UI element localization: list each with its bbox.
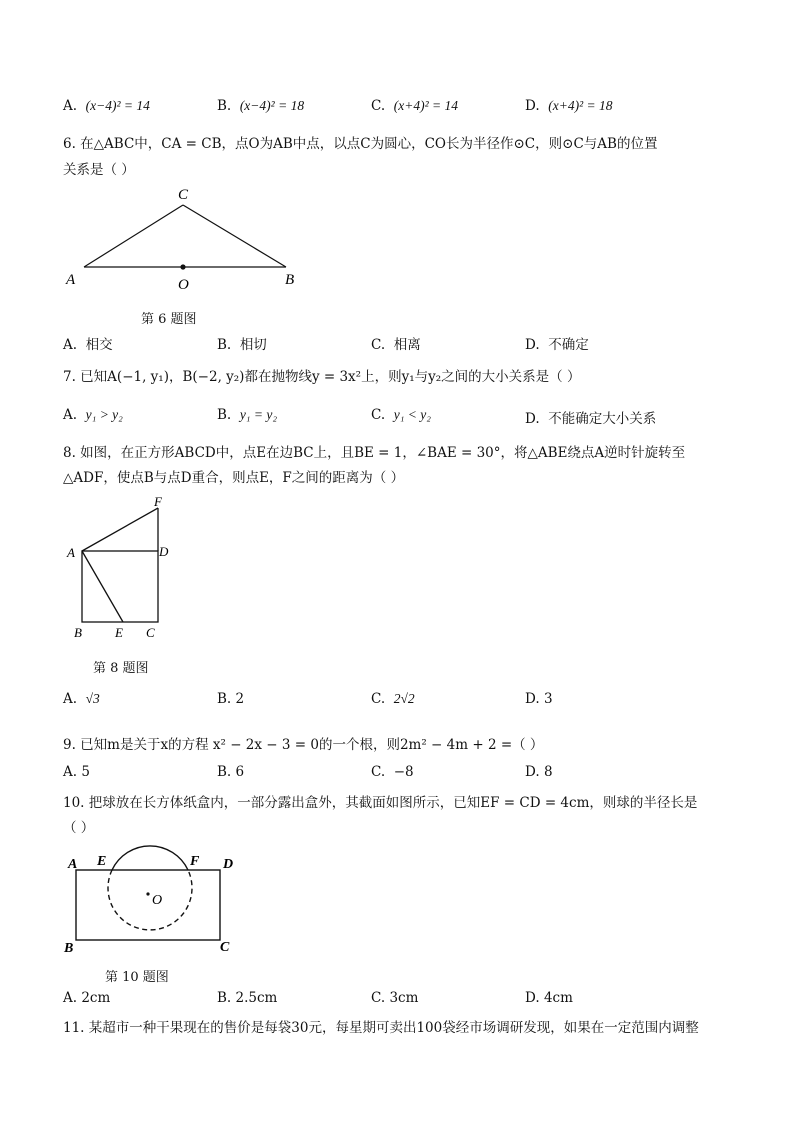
q10-figure (60, 840, 250, 960)
q8-option-c: C. 2√2 (371, 691, 415, 707)
q6-figure (60, 183, 310, 293)
q7-stem-line1: 7. 已知A(−1, y₁)，B(−2, y₂)都在抛物线y = 3x²上，则y₁与y₂之间的大小关系是（ ） (63, 369, 581, 385)
q8-stem-line1: 8. 如图，在正方形ABCD中，点E在边BC上，且BE = 1，∠BAE = 30°，将△ABE绕点A逆时针旋转至 (63, 445, 686, 461)
q8-figure (60, 495, 190, 645)
q10-label-e: E (97, 854, 107, 869)
q8-label-a: A (67, 545, 75, 560)
q10-stem-line1: 10. 把球放在长方体纸盒内，一部分露出盒外，其截面如图所示，已知EF = CD = 4cm，则球的半径长是 (63, 795, 698, 811)
q10-label-a: A (68, 857, 78, 872)
q6-option-d: D. 不确定 (525, 337, 589, 353)
q9-options (0, 764, 794, 784)
q6-label-b: B (285, 272, 295, 288)
q6-label-a: A (66, 272, 76, 288)
q10-options (0, 990, 794, 1010)
q8-segment-af (82, 508, 158, 551)
q6-stem-line1: 6. 在△ABC中，CA = CB，点O为AB中点，以点C为圆心，CO长为半径作⊙C，则⊙C与AB的位置 (63, 136, 658, 152)
q10-label-f: F (190, 854, 200, 869)
q8-option-a: A. √3 (63, 691, 100, 707)
q6-option-c: C. 相离 (371, 337, 421, 353)
q8-label-d: D (159, 544, 169, 559)
q7-options (0, 407, 794, 427)
q9-option-b: B. 6 (217, 764, 245, 780)
q6-segment-cb (183, 205, 286, 267)
q8-segment-ae (82, 551, 123, 622)
q9-option-d: D. 8 (525, 764, 553, 780)
q6-figure-caption: 第 6 题图 (141, 312, 197, 327)
q5-option-a: A. (x−4)² = 14 (63, 98, 150, 114)
q9-option-c: C. −8 (371, 764, 414, 780)
q6-label-o: O (178, 277, 189, 293)
q10-figure-caption: 第 10 题图 (105, 970, 169, 985)
q6-point-o (180, 264, 185, 269)
q8-label-c: C (146, 625, 155, 640)
q10-label-c: C (220, 940, 230, 955)
q10-circle-arc-inside (108, 870, 192, 930)
q10-option-c: C. 3cm (371, 990, 419, 1006)
q8-options (0, 691, 794, 711)
q10-circle-arc-above (112, 846, 188, 870)
q10-center-point (146, 892, 149, 895)
q9-option-a: A. 5 (63, 764, 90, 780)
q8-option-d: D. 3 (525, 691, 553, 707)
q10-stem-line2: （ ） (63, 820, 95, 836)
q6-stem-line2: 关系是（ ） (63, 162, 135, 178)
q5-option-b: B. (x−4)² = 18 (217, 98, 305, 114)
q10-option-d: D. 4cm (525, 990, 573, 1006)
q8-stem-line2: △ADF，使点B与点D重合，则点E，F之间的距离为（ ） (63, 470, 405, 486)
q5-options (0, 98, 794, 118)
q5-option-c: C. (x+4)² = 14 (371, 98, 458, 114)
q6-segment-ac (84, 205, 183, 267)
q7-option-a: A. y₁ > y₂ (63, 407, 123, 423)
q7-option-c: C. y₁ < y₂ (371, 407, 431, 423)
q10-label-b: B (64, 941, 74, 956)
q6-label-c: C (178, 187, 189, 203)
q7-option-d: D. 不能确定大小关系 (525, 411, 657, 427)
q10-option-b: B. 2.5cm (217, 990, 278, 1006)
q10-rectangle-abcd (76, 870, 220, 940)
q8-label-e: E (115, 625, 123, 640)
q7-option-b: B. y₁ = y₂ (217, 407, 278, 423)
q8-square-abcd (82, 551, 158, 622)
q6-options (0, 333, 794, 353)
q8-option-b: B. 2 (217, 691, 245, 707)
q8-label-b: B (74, 625, 82, 640)
q10-option-a: A. 2cm (63, 990, 111, 1006)
q10-label-o: O (152, 893, 163, 908)
q6-option-b: B. 相切 (217, 337, 267, 353)
q10-label-d: D (223, 857, 234, 872)
q8-label-f: F (154, 495, 162, 509)
q8-figure-caption: 第 8 题图 (93, 661, 149, 676)
q6-option-a: A. 相交 (63, 337, 113, 353)
q5-option-d: D. (x+4)² = 18 (525, 98, 613, 114)
q9-stem-line1: 9. 已知m是关于x的方程 x² − 2x − 3 = 0的一个根，则2m² − 4m + 2 =（ ） (63, 737, 544, 753)
q11-stem-line1: 11. 某超市一种干果现在的售价是每袋30元，每星期可卖出100袋经市场调研发现，如果在一定范围内调整 (63, 1020, 699, 1036)
